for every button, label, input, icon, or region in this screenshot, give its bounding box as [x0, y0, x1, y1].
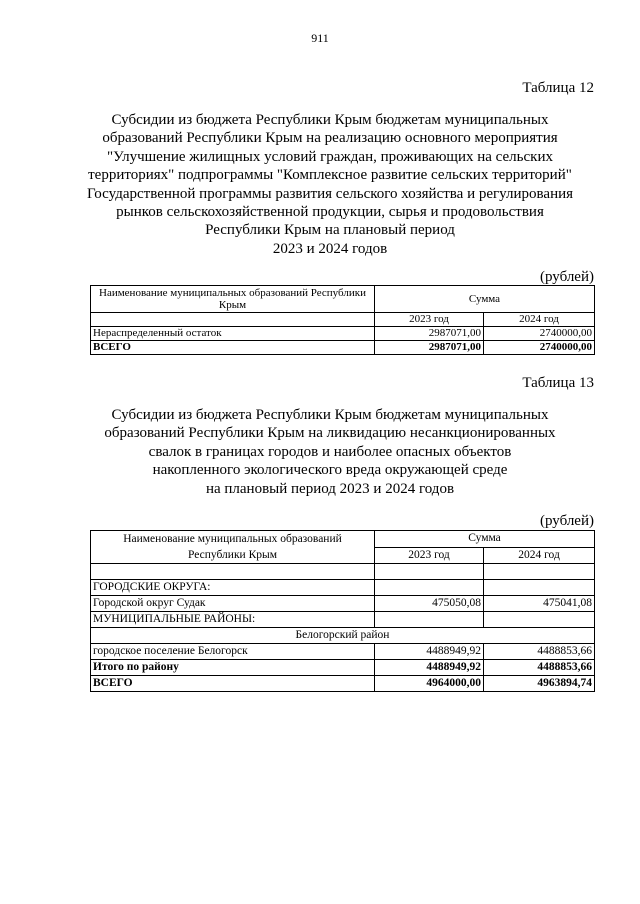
- table-13: [90, 530, 595, 692]
- title-line: образований Республики Крым на ликвидацию несанкционированных: [104, 425, 556, 442]
- table-row: [91, 327, 595, 341]
- row-name-cell: городское поселение Белогорск: [91, 644, 375, 660]
- row-2024-cell: 4963894,74: [484, 676, 595, 692]
- title-line: Субсидии из бюджета Республики Крым бюджетам муниципальных: [111, 112, 549, 128]
- table-total-row: [91, 341, 595, 355]
- row-2023-cell: 4488949,92: [375, 660, 484, 676]
- table-12-units: (рублей): [539, 269, 594, 285]
- row-name-cell: Нераспределенный остаток: [91, 327, 375, 341]
- table-row: [91, 596, 595, 612]
- row-2023-cell: 4964000,00: [375, 676, 484, 692]
- row-2023-cell: 2987071,00: [375, 327, 484, 341]
- table-13-label: Таблица 13: [522, 375, 594, 391]
- title-line: на плановый период 2023 и 2024 годов: [205, 480, 455, 497]
- table-row: [91, 644, 595, 660]
- title-line: накопленного экологического вреда окружающей среде: [152, 462, 508, 479]
- title-line: Субсидии из бюджета Республики Крым бюджетам муниципальных: [111, 407, 549, 423]
- empty-cell: [484, 612, 595, 628]
- header-sum-cell: Сумма: [375, 286, 595, 313]
- table-subtotal-row: [91, 660, 595, 676]
- title-line: рынков сельскохозяйственной продукции, сырья и продовольствия: [116, 204, 544, 221]
- row-name-cell: Итого по району: [91, 660, 375, 676]
- table-section-row: [91, 612, 595, 628]
- row-2024-cell: 2740000,00: [484, 341, 595, 355]
- title-line: образований Республики Крым на реализацию основного мероприятия: [102, 130, 558, 147]
- row-2024-cell: 4488853,66: [484, 660, 595, 676]
- header-2024-cell: 2024 год: [484, 313, 595, 327]
- row-2024-cell: 475041,08: [484, 596, 595, 612]
- header-2023-cell: 2023 год: [375, 547, 484, 564]
- empty-cell: [91, 313, 375, 327]
- row-2023-cell: 4488949,92: [375, 644, 484, 660]
- title-line: Республики Крым на плановый период: [205, 222, 455, 239]
- empty-cell: [375, 564, 484, 580]
- table-section-row: [91, 580, 595, 596]
- table-12-title: [80, 111, 580, 258]
- empty-cell: [484, 580, 595, 596]
- section-urban-cell: ГОРОДСКИЕ ОКРУГА:: [91, 580, 375, 596]
- header-name-cell: Наименование муниципальных образований Республики Крым: [91, 286, 375, 313]
- row-name-cell: ВСЕГО: [91, 676, 375, 692]
- title-line: территориях" подпрограммы "Комплексное развитие сельских территорий": [88, 167, 572, 184]
- empty-cell: [91, 564, 375, 580]
- row-2024-cell: 4488853,66: [484, 644, 595, 660]
- header-2023-cell: 2023 год: [375, 313, 484, 327]
- table-12: [90, 285, 595, 355]
- empty-cell: [375, 612, 484, 628]
- table-header-row: [91, 286, 595, 313]
- table-district-row: [91, 628, 595, 644]
- title-line: Государственной программы развития сельского хозяйства и регулирования: [86, 185, 574, 202]
- section-districts-cell: МУНИЦИПАЛЬНЫЕ РАЙОНЫ:: [91, 612, 375, 628]
- table-13-units: (рублей): [539, 513, 594, 529]
- row-2024-cell: 2740000,00: [484, 327, 595, 341]
- row-2023-cell: 2987071,00: [375, 341, 484, 355]
- table-12-label: Таблица 12: [522, 80, 594, 96]
- page-number: 911: [311, 31, 329, 45]
- title-line: 2023 и 2024 годов: [272, 240, 388, 257]
- header-sum-cell: Сумма: [375, 531, 595, 548]
- table-header-row: [91, 531, 595, 548]
- table-total-row: [91, 676, 595, 692]
- row-name-cell: ВСЕГО: [91, 341, 375, 355]
- header-2024-cell: 2024 год: [484, 547, 595, 564]
- table-13-title: [80, 406, 580, 498]
- table-row: [91, 564, 595, 580]
- empty-cell: [375, 580, 484, 596]
- table-subheader-row: [91, 313, 595, 327]
- row-2023-cell: 475050,08: [375, 596, 484, 612]
- row-name-cell: Городской округ Судак: [91, 596, 375, 612]
- header-name-cell: Наименование муниципальных образований Республики Крым: [91, 531, 375, 564]
- district-name-cell: Белогорский район: [91, 628, 595, 644]
- empty-cell: [484, 564, 595, 580]
- title-line: свалок в границах городов и наиболее опасных объектов: [148, 443, 512, 460]
- title-line: "Улучшение жилищных условий граждан, проживающих на сельских: [107, 148, 553, 165]
